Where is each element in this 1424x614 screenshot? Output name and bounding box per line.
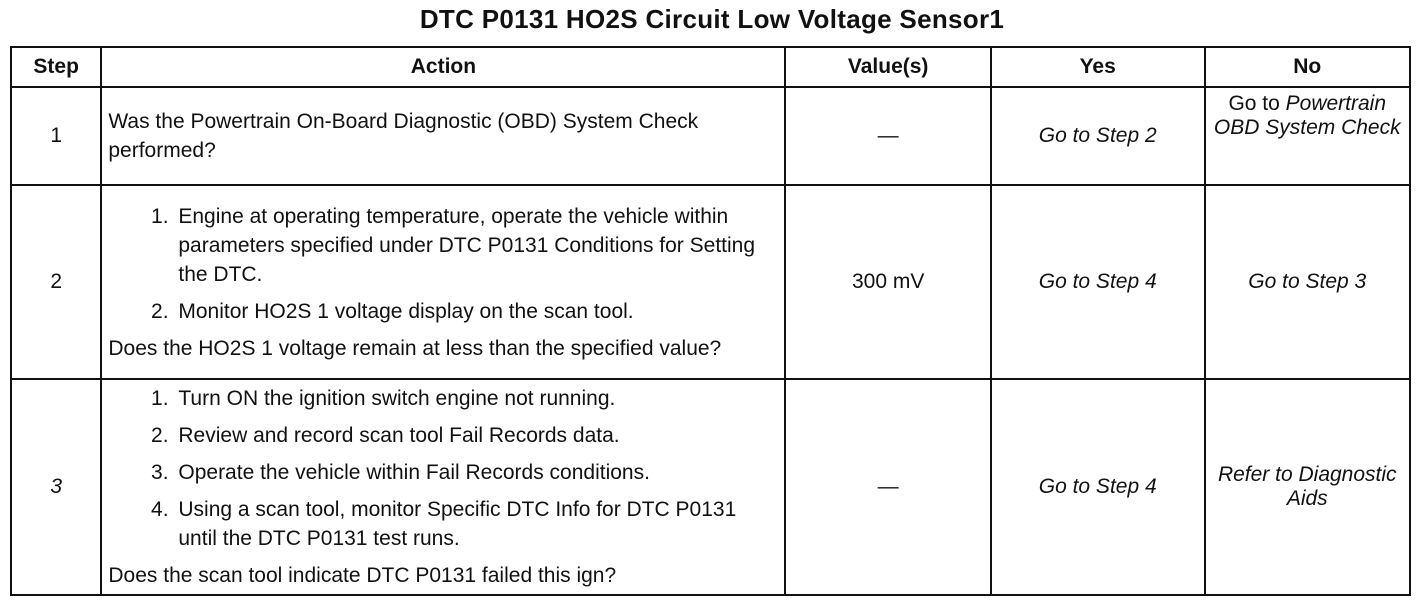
diagnostic-table [10,46,1411,596]
action-step-item: 2. Review and record scan tool Fail Records data. [174,421,778,450]
no-cell [1205,87,1410,185]
action-question: Does the HO2S 1 voltage remain at less than the specified value? [108,336,722,360]
yes-cell: Go to Step 2 [991,87,1205,185]
action-step-item: 4. Using a scan tool, monitor Specific DTC Info for DTC P0131 until the DTC P0131 test runs. [174,495,778,553]
header-values: Value(s) [785,47,990,87]
value-cell: — [785,379,990,595]
no-prefix: Go to [1228,92,1286,115]
action-step-item: 2. Monitor HO2S 1 voltage display on the scan tool. [174,297,778,326]
page-title: DTC P0131 HO2S Circuit Low Voltage Sensor1 [419,4,1005,34]
action-steps-list [108,384,778,553]
table-row [11,87,1410,185]
step-number: 2 [11,185,101,379]
header-action: Action [101,47,785,87]
table-row [11,185,1410,379]
header-step: Step [11,47,101,87]
no-cell: Go to Step 3 [1205,185,1410,379]
table-row [11,379,1410,595]
no-cell: Refer to Diagnostic Aids [1205,379,1410,595]
action-question: Does the scan tool indicate DTC P0131 failed this ign? [108,564,617,587]
action-steps-list [108,202,778,326]
action-step-item: 3. Operate the vehicle within Fail Records conditions. [174,458,778,487]
table-header-row [11,47,1410,87]
step-number: 1 [11,87,101,185]
value-cell: 300 mV [785,185,990,379]
no-link-text: Powertrain OBD System Check [1213,92,1401,139]
action-cell [101,379,785,595]
yes-cell: Go to Step 4 [991,185,1205,379]
yes-cell: Go to Step 4 [991,379,1205,595]
action-cell [101,87,785,185]
value-cell: — [785,87,990,185]
header-no: No [1205,47,1410,87]
header-yes: Yes [991,47,1205,87]
action-step-item: 1. Engine at operating temperature, operate the vehicle within parameters specified under DTC P0131 Conditions for Setting the DTC. [174,202,778,289]
step-number: 3 [11,379,101,595]
action-step-item: 1. Turn ON the ignition switch engine not running. [174,384,778,413]
action-cell [101,185,785,379]
action-text: Was the Powertrain On-Board Diagnostic (OBD) System Check performed? [108,110,699,162]
